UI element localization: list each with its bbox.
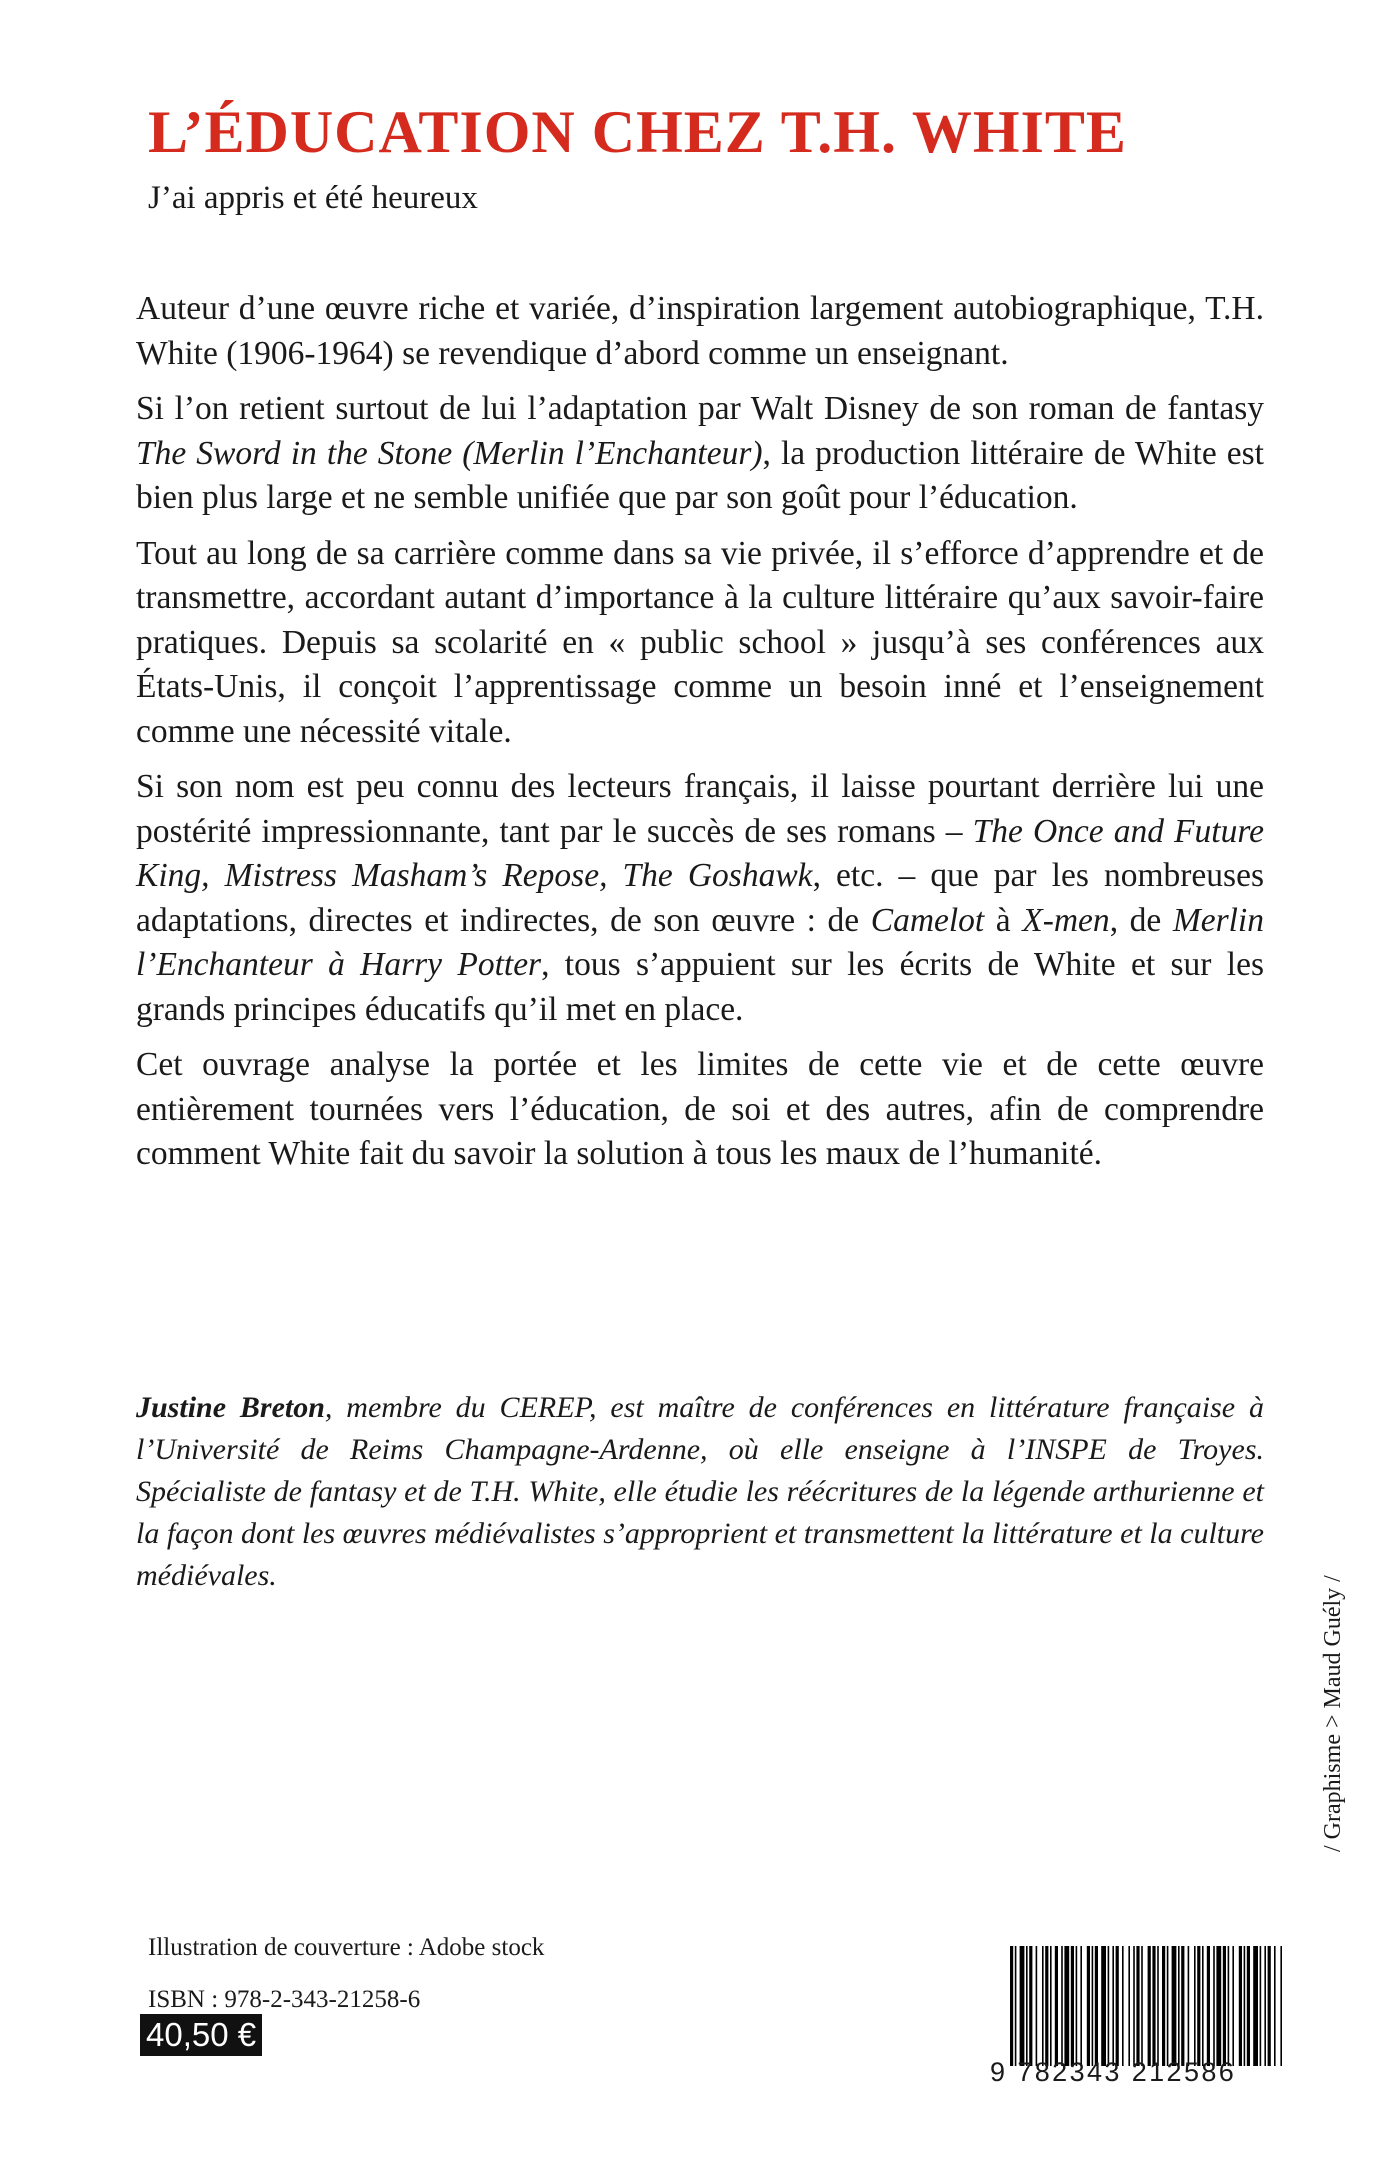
blurb-paragraph: Cet ouvrage analyse la portée et les limites de cette vie et de cette œuvre entièrement tournées vers l’éducation, de soi et des autres, afin de comprendre comment White fait du savoir la solution à tous les maux de l’humanité. xyxy=(136,1046,1264,1172)
graphic-design-credit: / Graphisme > Maud Guély / xyxy=(1320,1575,1346,1852)
blurb-paragraph: Si son nom est peu connu des lecteurs français, il laisse pourtant derrière lui une postérité impressionnante, tant par le succès de ses romans – The Once and Future King, Mistress Masham’s Repose, The Goshawk, etc. – que par les nombreuses adaptations, directes et indirectes, de son œuvre : de Camelot à X-men, de Merlin l’Enchanteur à Harry Potter, tous s’appuient sur les écrits de White et sur les grands principes éducatifs qu’il met en place. xyxy=(136,768,1264,1028)
barcode-icon xyxy=(1008,1946,1288,2066)
blurb-paragraph: Tout au long de sa carrière comme dans sa vie privée, il s’efforce d’apprendre et de transmettre, accordant autant d’importance à la culture littéraire qu’aux savoir-faire pratiques. Depuis sa scolarité en « public school » jusqu’à ses conférences aux États-Unis, il conçoit l’apprentissage comme un besoin inné et l’enseignement comme une nécessité vitale. xyxy=(136,534,1264,750)
author-name: Justine Breton xyxy=(136,1391,325,1424)
blurb-paragraph: Auteur d’une œuvre riche et variée, d’inspiration largement autobiographique, T.H. White (1906-1964) se revendique d’abord comme un enseignant. xyxy=(136,290,1264,372)
isbn: ISBN : 978-2-343-21258-6 xyxy=(148,1986,421,2013)
price-tag: 40,50 € xyxy=(140,2014,262,2056)
book-title: L’ÉDUCATION CHEZ T.H. WHITE xyxy=(148,99,1127,165)
back-cover-blurb xyxy=(136,287,1264,1188)
author-bio-text: , membre du CEREP, est maître de conférences en littérature française à l’Université de Reims Champagne-Ardenne, où elle enseigne à l’INSPE de Troyes. Spécialiste de fantasy et de T.H. White, elle étudie les réécritures de la légende arthurienne et la façon dont les œuvres médiévalistes s’approprient et transmettent la littérature et la culture médiévales. xyxy=(136,1391,1264,1592)
illustration-credit: Illustration de couverture : Adobe stock xyxy=(148,1934,545,1961)
author-bio xyxy=(136,1387,1264,1597)
blurb-paragraph: Si l’on retient surtout de lui l’adaptation par Walt Disney de son roman de fantasy The Sword in the Stone (Merlin l’Enchanteur), la production littéraire de White est bien plus large et ne semble unifiée que par son goût pour l’éducation. xyxy=(136,390,1264,516)
barcode-digits: 9 782343 212586 xyxy=(990,2057,1237,2087)
book-subtitle: J’ai appris et été heureux xyxy=(148,180,478,216)
